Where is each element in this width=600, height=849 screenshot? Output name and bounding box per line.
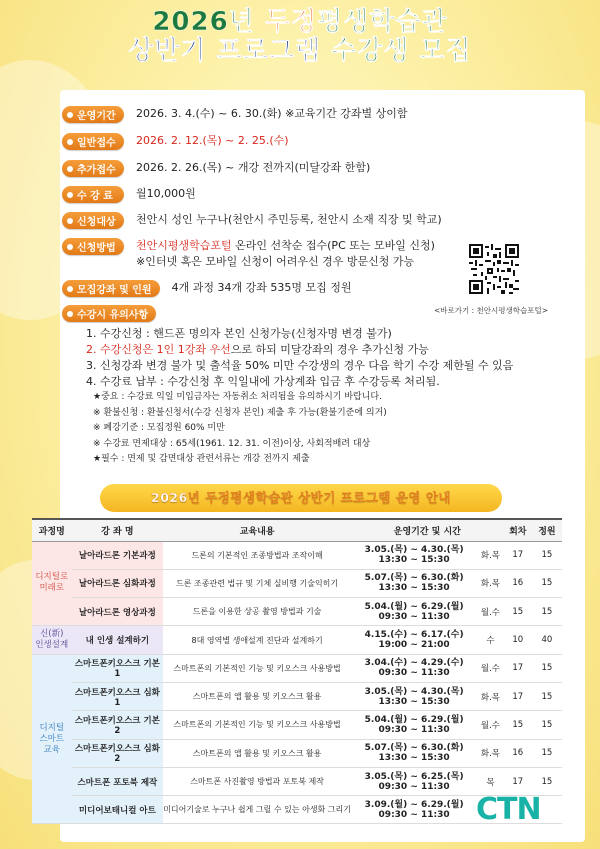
table-row bbox=[32, 626, 562, 654]
course-content: 스마트폰의 기본적인 기능 및 키오스크 사용방법 bbox=[163, 711, 351, 739]
poster-title bbox=[0, 8, 600, 66]
course-days: 월.수 bbox=[477, 598, 503, 626]
period-time: 13:30 ~ 15:30 bbox=[378, 555, 450, 566]
note-subitem: ★중요 : 수강료 익일 미입금자는 자동취소 처리됨을 유의하시기 바랍니다. bbox=[93, 392, 382, 402]
note-item: 4. 수강료 납부 : 수강신청 후 익일내에 가상계좌 입금 후 수강등록 처리됨. bbox=[86, 375, 440, 388]
course-name: 스마트폰 포토북 제작 bbox=[72, 767, 164, 795]
course-name: 날아라드론 영상과정 bbox=[72, 598, 164, 626]
course-name: 스마트폰키오스크 심화 2 bbox=[72, 739, 164, 767]
period-time: 09:30 ~ 11:30 bbox=[378, 611, 450, 622]
course-capacity: 15 bbox=[532, 598, 562, 626]
table-row bbox=[32, 711, 562, 739]
bullet-icon bbox=[67, 286, 73, 292]
label-pill: 신청대상 bbox=[62, 212, 124, 229]
course-sessions: 17 bbox=[504, 654, 532, 682]
category-cell: 신(新) 인생설계 bbox=[32, 626, 72, 654]
schedule-banner: 2026년 두정평생학습관 상반기 프로그램 운영 안내 bbox=[100, 484, 502, 512]
course-name: 스마트폰키오스크 심화 1 bbox=[72, 682, 164, 710]
title-accent: 두정 bbox=[264, 7, 318, 37]
course-capacity: 15 bbox=[532, 739, 562, 767]
col-header: 교육내용 bbox=[163, 519, 351, 541]
period-dates: 5.04.(월) ~ 6.29.(월) bbox=[364, 714, 464, 725]
period-time: 09:30 ~ 11:30 bbox=[378, 724, 450, 735]
info-value: 2026. 2. 12.(목) ~ 2. 25.(수) bbox=[136, 134, 289, 147]
course-period bbox=[351, 541, 477, 569]
course-period bbox=[351, 767, 477, 795]
course-sessions: 10 bbox=[504, 626, 532, 654]
period-time: 13:30 ~ 15:30 bbox=[378, 753, 450, 764]
table-row bbox=[32, 598, 562, 626]
info-row-fee bbox=[62, 186, 196, 203]
info-row-general-apply bbox=[62, 133, 289, 150]
portal-link[interactable]: 천안시평생학습포털 bbox=[136, 239, 232, 252]
course-content: 미디어기술로 누구나 쉽게 그릴 수 있는 아생화 그리기 bbox=[163, 796, 351, 824]
course-capacity: 15 bbox=[532, 767, 562, 795]
course-period bbox=[351, 796, 477, 824]
note-item: 3. 신청강좌 변경 불가 및 출석율 50% 미만 수강생의 경우 다음 학기 수강 제한될 수 있음 bbox=[86, 359, 514, 372]
period-dates: 5.04.(월) ~ 6.29.(월) bbox=[364, 601, 464, 612]
course-name: 스마트폰키오스크 기본 2 bbox=[72, 711, 164, 739]
course-period bbox=[351, 598, 477, 626]
col-header: 운영기간 및 시간 bbox=[351, 519, 504, 541]
period-time: 09:30 ~ 11:30 bbox=[378, 668, 450, 679]
info-row-period bbox=[62, 106, 408, 123]
course-sessions: 17 bbox=[504, 767, 532, 795]
course-content: 스마트폰의 앱 활용 및 키오스크 활용 bbox=[163, 739, 351, 767]
period-time: 09:30 ~ 11:30 bbox=[378, 781, 450, 792]
info-value: 천안시평생학습포털 온라인 선착순 접수(PC 또는 모바일 신청) ※인터넷 혹은 모바일 신청이 어려우신 경우 방문신청 가능 bbox=[136, 239, 435, 268]
course-content: 스마트폰 사진촬영 방법과 포토북 제작 bbox=[163, 767, 351, 795]
ctn-logo: CTN bbox=[476, 792, 541, 827]
course-content: 스마트폰의 앱 활용 및 키오스크 활용 bbox=[163, 682, 351, 710]
info-row-target bbox=[62, 212, 442, 229]
label-pill: 수 강 료 bbox=[62, 186, 124, 203]
course-sessions: 15 bbox=[504, 711, 532, 739]
period-dates: 4.15.(수) ~ 6.17.(수) bbox=[364, 630, 464, 641]
course-sessions: 16 bbox=[504, 569, 532, 597]
course-days: 화.목 bbox=[477, 569, 503, 597]
label-pill: 수강시 유의사항 bbox=[62, 305, 156, 322]
info-value: 월10,000원 bbox=[136, 187, 196, 200]
note-item: 2. 수강신청은 1인 1강좌 우선으로 하되 미달강좌의 경우 추가신청 가능 bbox=[86, 343, 429, 356]
course-content: 드론 조종관련 법규 및 기체 실비행 기술익히기 bbox=[163, 569, 351, 597]
course-sessions: 15 bbox=[504, 598, 532, 626]
period-dates: 5.07.(목) ~ 6.30.(화) bbox=[364, 573, 464, 584]
notes-list bbox=[86, 326, 513, 468]
course-days: 화.목 bbox=[477, 682, 503, 710]
bullet-icon bbox=[67, 112, 73, 118]
course-sessions: 17 bbox=[504, 541, 532, 569]
period-time: 09:30 ~ 11:30 bbox=[378, 809, 450, 820]
course-capacity: 15 bbox=[532, 682, 562, 710]
bullet-icon bbox=[67, 244, 73, 250]
title-recruit: 수강생 모집 bbox=[331, 36, 472, 67]
label-pill: 추가접수 bbox=[62, 160, 124, 177]
course-content: 스마트폰의 기본적인 기능 및 키오스크 사용방법 bbox=[163, 654, 351, 682]
course-name: 날아라드론 기본과정 bbox=[72, 541, 164, 569]
col-header: 과정명 bbox=[32, 519, 72, 541]
label-pill: 모집강좌 및 인원 bbox=[62, 280, 160, 297]
course-capacity: 15 bbox=[532, 569, 562, 597]
course-name: 미디어보태니컬 아트 bbox=[72, 796, 164, 824]
course-period bbox=[351, 569, 477, 597]
course-name: 스마트폰키오스크 기본 1 bbox=[72, 654, 164, 682]
qr-caption: <바로가기 : 천안시평생학습포털> bbox=[434, 306, 549, 315]
qr-code-icon[interactable] bbox=[469, 244, 519, 294]
table-row bbox=[32, 569, 562, 597]
course-name: 날아라드론 심화과정 bbox=[72, 569, 164, 597]
course-period bbox=[351, 626, 477, 654]
course-sessions: 16 bbox=[504, 739, 532, 767]
course-period bbox=[351, 682, 477, 710]
info-value: 천안시 성인 누구나(천안시 주민등록, 천안시 소재 직장 및 학교) bbox=[136, 213, 442, 226]
category-cell: 디지털 스마트 교육 bbox=[32, 654, 72, 824]
course-days: 화.목 bbox=[477, 541, 503, 569]
period-time: 19:00 ~ 21:00 bbox=[378, 640, 450, 651]
course-name: 내 인생 설계하기 bbox=[72, 626, 164, 654]
col-header: 강 좌 명 bbox=[72, 519, 164, 541]
table-row bbox=[32, 654, 562, 682]
course-capacity: 15 bbox=[532, 711, 562, 739]
course-capacity: 15 bbox=[532, 654, 562, 682]
info-value: 2026. 2. 26.(목) ~ 개강 전까지(미달강좌 한함) bbox=[136, 161, 371, 174]
course-days: 수 bbox=[477, 626, 503, 654]
period-dates: 3.05.(목) ~ 4.30.(목) bbox=[364, 686, 464, 697]
course-period bbox=[351, 711, 477, 739]
table-row bbox=[32, 682, 562, 710]
info-value: 2026. 3. 4.(수) ~ 6. 30.(화) ※교육기간 강좌별 상이함 bbox=[136, 107, 408, 120]
bullet-icon bbox=[67, 139, 73, 145]
course-period bbox=[351, 654, 477, 682]
course-sessions: 17 bbox=[504, 682, 532, 710]
period-dates: 3.05.(목) ~ 6.25.(목) bbox=[364, 771, 464, 782]
note-subitem: ※ 폐강기준 : 모집정원 60% 미만 bbox=[93, 423, 225, 433]
note-item: 1. 수강신청 : 핸드폰 명의자 본인 신청가능(신청자명 변경 불가) bbox=[86, 327, 392, 340]
course-days: 목 bbox=[477, 767, 503, 795]
note-subitem: ※ 환불신청 : 환불신청서(수강 신청자 본인) 제출 후 가능(환불기준에 의거) bbox=[93, 407, 387, 418]
period-time: 13:30 ~ 15:30 bbox=[378, 696, 450, 707]
period-dates: 3.09.(월) ~ 6.29.(월) bbox=[364, 799, 464, 810]
bullet-icon bbox=[67, 166, 73, 172]
course-days: 화.목 bbox=[477, 739, 503, 767]
title-center: 평생학습관 bbox=[317, 7, 448, 37]
info-row-courses bbox=[62, 280, 351, 297]
title-year: 2026년 bbox=[152, 7, 265, 37]
note-subitem: ※ 수강료 면제대상 : 65세(1961. 12. 31. 이전)이상, 사회적배려 대상 bbox=[93, 438, 371, 449]
course-days: 월.수 bbox=[477, 711, 503, 739]
period-dates: 3.04.(수) ~ 4.29.(수) bbox=[364, 658, 464, 669]
table-row bbox=[32, 541, 562, 569]
course-period bbox=[351, 739, 477, 767]
period-time: 13:30 ~ 15:30 bbox=[378, 583, 450, 594]
label-pill: 운영기간 bbox=[62, 106, 124, 123]
course-content: 8대 영역별 생애설계 진단과 설계하기 bbox=[163, 626, 351, 654]
course-days: 월.수 bbox=[477, 654, 503, 682]
bullet-icon bbox=[67, 192, 73, 198]
course-content: 드론의 기본적인 조종방법과 조작이해 bbox=[163, 541, 351, 569]
category-cell: 디지털로 미래로 bbox=[32, 541, 72, 626]
course-capacity: 15 bbox=[532, 541, 562, 569]
info-row-notes bbox=[62, 305, 156, 322]
note-subitem: ★필수 : 면제 및 감면대상 관련서류는 개강 전까지 제출 bbox=[93, 454, 310, 464]
period-dates: 5.07.(목) ~ 6.30.(화) bbox=[364, 743, 464, 754]
title-program: 상반기 프로그램 bbox=[128, 36, 332, 67]
label-pill: 일반접수 bbox=[62, 133, 124, 150]
course-capacity: 40 bbox=[532, 626, 562, 654]
table-header-row bbox=[32, 519, 562, 541]
info-value: 4개 과정 34개 강좌 535명 모집 정원 bbox=[171, 281, 352, 294]
table-row bbox=[32, 739, 562, 767]
col-header: 정원 bbox=[532, 519, 562, 541]
label-pill: 신청방법 bbox=[62, 238, 124, 255]
course-content: 드론을 이용한 상공 촬영 방법과 기술 bbox=[163, 598, 351, 626]
col-header: 회차 bbox=[504, 519, 532, 541]
schedule-table bbox=[32, 518, 562, 824]
period-dates: 3.05.(목) ~ 4.30.(목) bbox=[364, 545, 464, 556]
bullet-icon bbox=[67, 218, 73, 224]
info-row-extra-apply bbox=[62, 160, 370, 177]
info-row-method bbox=[62, 238, 435, 270]
bullet-icon bbox=[67, 311, 73, 317]
